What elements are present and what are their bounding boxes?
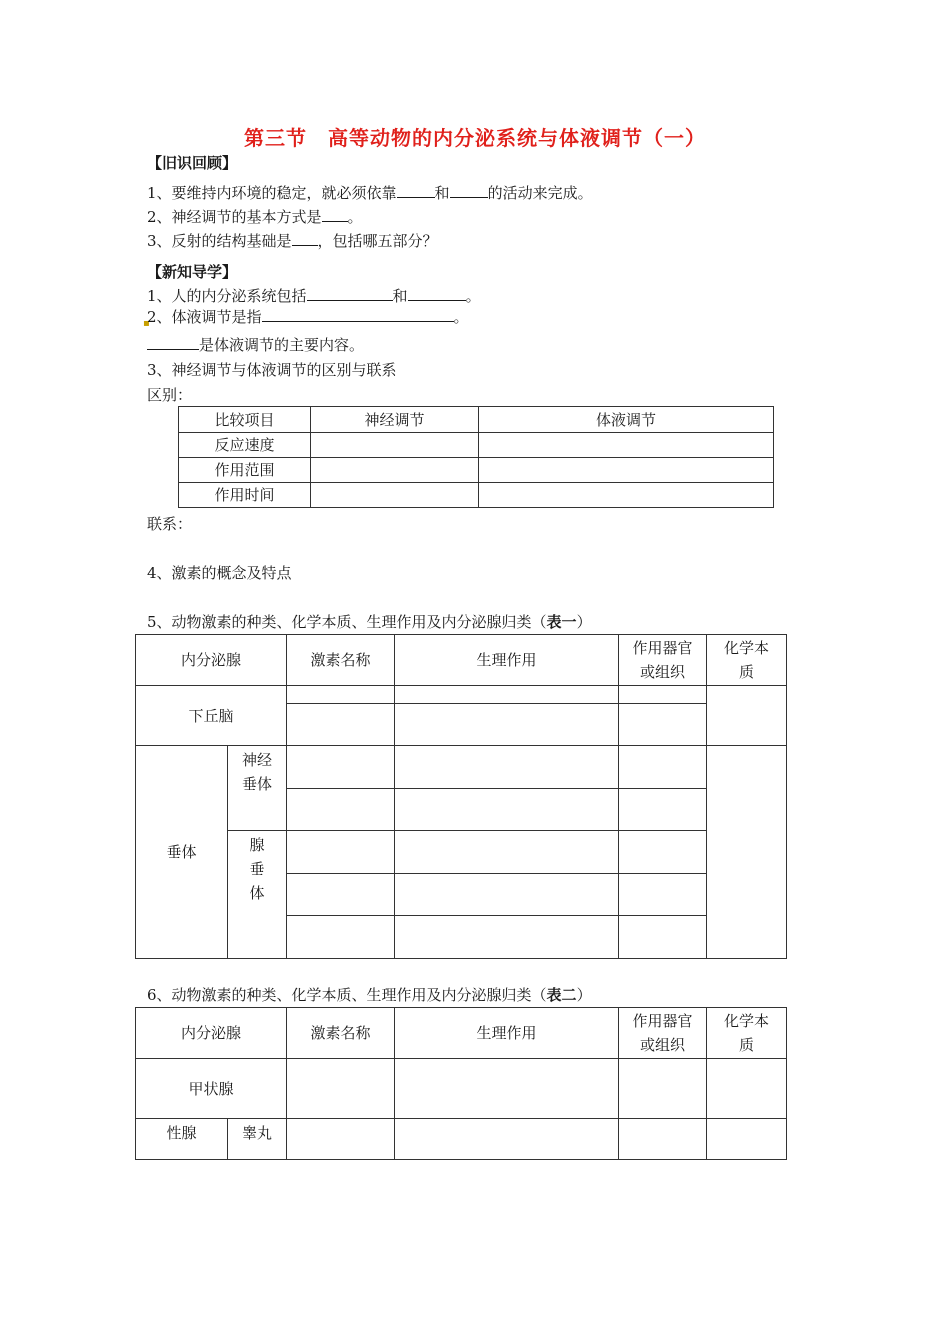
answer-cell[interactable] <box>619 704 707 746</box>
answer-cell[interactable] <box>707 686 787 746</box>
answer-cell[interactable] <box>287 686 395 704</box>
new-question-1: 1、人的内分泌系统包括 和 。 <box>147 287 481 305</box>
header-hormone-name: 激素名称 <box>287 635 395 686</box>
answer-blank[interactable] <box>307 285 393 301</box>
answer-cell[interactable] <box>395 746 619 789</box>
review-question-1: 1、要维持内环境的稳定，就必须依靠 和 的活动来完成。 <box>147 184 593 202</box>
comparison-row-label: 作用时间 <box>179 483 311 508</box>
header-gland: 内分泌腺 <box>136 635 287 686</box>
answer-cell[interactable] <box>395 874 619 916</box>
comparison-row-label: 作用范围 <box>179 458 311 483</box>
decorative-mark: ▪ <box>143 318 150 329</box>
answer-blank[interactable] <box>262 306 454 322</box>
answer-blank[interactable] <box>397 182 435 198</box>
gland-thyroid: 甲状腺 <box>136 1059 287 1119</box>
answer-cell[interactable] <box>395 916 619 959</box>
answer-blank[interactable] <box>450 182 488 198</box>
answer-cell[interactable] <box>287 746 395 789</box>
review-question-2: 2、神经调节的基本方式是 。 <box>147 208 363 226</box>
header-gland: 内分泌腺 <box>136 1008 287 1059</box>
header-chemistry: 化学本 质 <box>707 1008 787 1059</box>
answer-cell[interactable] <box>479 483 774 508</box>
answer-cell[interactable] <box>619 916 707 959</box>
answer-cell[interactable] <box>395 789 619 831</box>
new-question-3: 3、神经调节与体液调节的区别与联系 <box>147 361 397 379</box>
table2-caption: 6、动物激素的种类、化学本质、生理作用及内分泌腺归类（表二） <box>147 986 592 1004</box>
answer-cell[interactable] <box>395 1059 619 1119</box>
answer-blank[interactable] <box>408 285 466 301</box>
answer-cell[interactable] <box>619 746 707 789</box>
answer-cell[interactable] <box>707 1059 787 1119</box>
header-target: 作用器官 或组织 <box>619 635 707 686</box>
answer-blank[interactable] <box>292 230 318 246</box>
gland-gonad: 性腺 <box>136 1119 228 1160</box>
answer-cell[interactable] <box>287 916 395 959</box>
hormone-table-1 <box>135 634 787 959</box>
gland-pituitary: 垂体 <box>136 746 228 959</box>
answer-cell[interactable] <box>287 874 395 916</box>
answer-cell[interactable] <box>619 874 707 916</box>
answer-blank[interactable] <box>147 334 199 350</box>
answer-cell[interactable] <box>479 458 774 483</box>
hormone-table-2 <box>135 1007 787 1160</box>
answer-cell[interactable] <box>479 433 774 458</box>
answer-cell[interactable] <box>707 1119 787 1160</box>
answer-cell[interactable] <box>619 1119 707 1160</box>
review-heading: 【旧识回顾】 <box>147 154 238 172</box>
comparison-header: 体液调节 <box>479 407 774 433</box>
answer-cell[interactable] <box>287 1119 395 1160</box>
comparison-header: 比较项目 <box>179 407 311 433</box>
answer-cell[interactable] <box>287 789 395 831</box>
answer-cell[interactable] <box>619 686 707 704</box>
new-heading: 【新知导学】 <box>147 263 238 281</box>
answer-cell[interactable] <box>287 704 395 746</box>
answer-cell[interactable] <box>311 433 479 458</box>
header-target: 作用器官 或组织 <box>619 1008 707 1059</box>
header-effect: 生理作用 <box>395 1008 619 1059</box>
comparison-table <box>178 406 774 508</box>
header-chemistry: 化学本 质 <box>707 635 787 686</box>
comparison-header: 神经调节 <box>311 407 479 433</box>
header-hormone-name: 激素名称 <box>287 1008 395 1059</box>
difference-label: 区别： <box>147 386 193 404</box>
answer-cell[interactable] <box>287 831 395 874</box>
answer-cell[interactable] <box>619 831 707 874</box>
gland-neurohypophysis: 神经 垂体 <box>228 746 287 831</box>
connection-label: 联系： <box>147 515 193 533</box>
answer-blank[interactable] <box>322 206 348 222</box>
answer-cell[interactable] <box>395 686 619 704</box>
answer-cell[interactable] <box>395 831 619 874</box>
review-question-3: 3、反射的结构基础是 ，包括哪五部分？ <box>147 232 438 250</box>
header-effect: 生理作用 <box>395 635 619 686</box>
table1-caption: 5、动物激素的种类、化学本质、生理作用及内分泌腺归类（表一） <box>147 613 592 631</box>
answer-cell[interactable] <box>619 1059 707 1119</box>
answer-cell[interactable] <box>395 1119 619 1160</box>
comparison-row-label: 反应速度 <box>179 433 311 458</box>
page-title: 第三节 高等动物的内分泌系统与体液调节（一） <box>244 126 706 150</box>
answer-cell[interactable] <box>395 704 619 746</box>
new-question-2b: 是体液调节的主要内容。 <box>147 334 364 355</box>
answer-cell[interactable] <box>707 746 787 959</box>
new-question-4: 4、激素的概念及特点 <box>147 564 292 582</box>
answer-cell[interactable] <box>311 483 479 508</box>
answer-cell[interactable] <box>311 458 479 483</box>
gland-hypothalamus: 下丘脑 <box>136 686 287 746</box>
new-question-2: 2、体液调节是指 。 <box>147 308 469 326</box>
gland-adenohypophysis: 腺 垂 体 <box>228 831 287 959</box>
answer-cell[interactable] <box>287 1059 395 1119</box>
answer-cell[interactable] <box>619 789 707 831</box>
gland-testis: 睾丸 <box>228 1119 287 1160</box>
